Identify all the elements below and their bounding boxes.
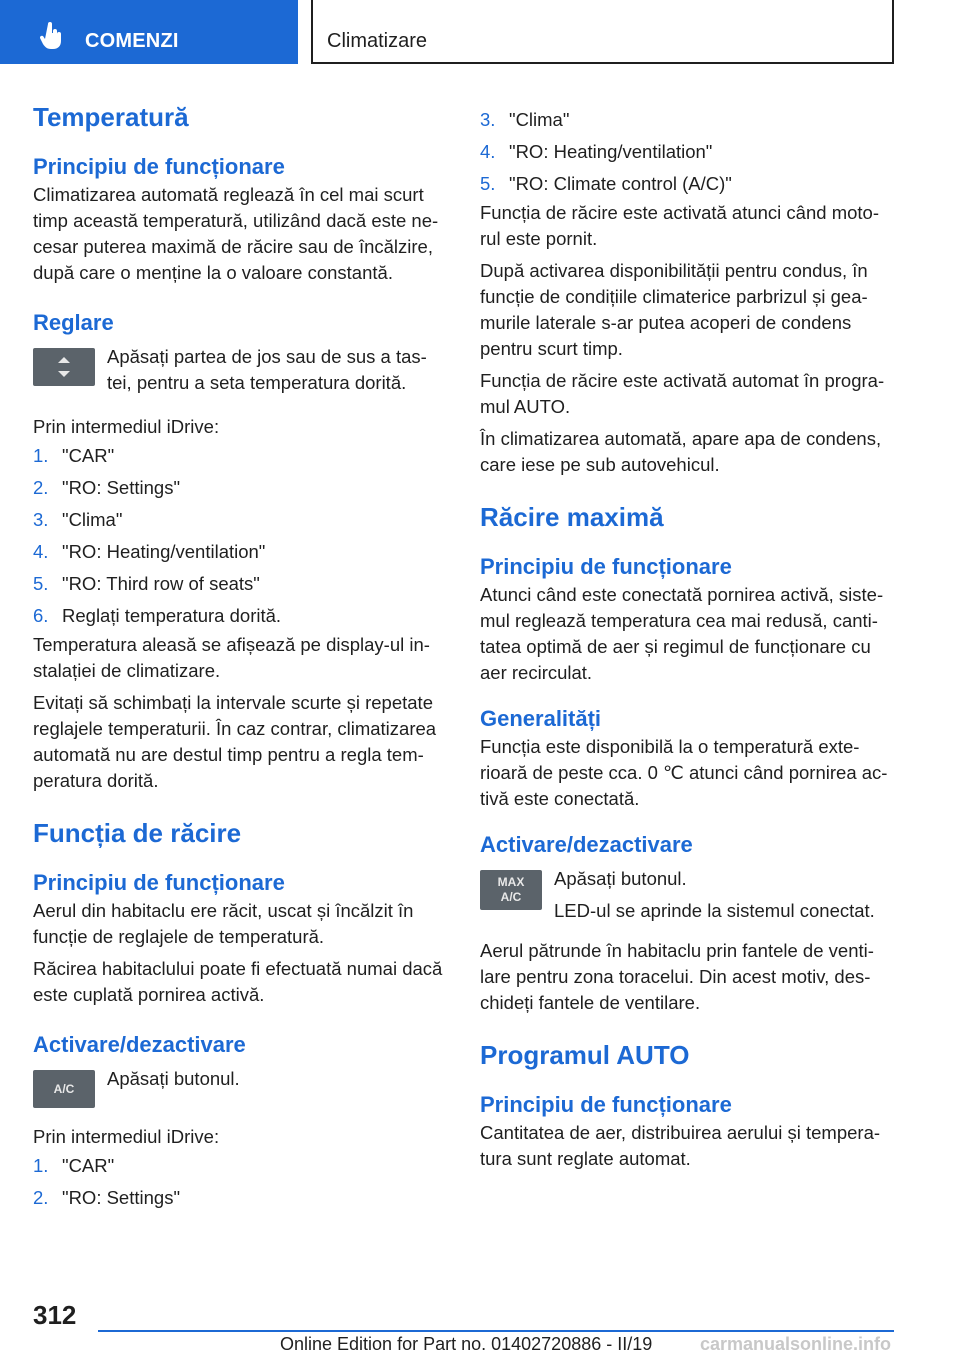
reglare-instruction: Apăsați partea de jos sau de sus a tas-tei, pentru a seta temperatura dorită. bbox=[107, 346, 427, 393]
paragraph-principiu-2: Aerul din habitaclu ere răcit, uscat și încălzit în funcție de reglajele de temperatură. bbox=[33, 900, 414, 947]
temp-up-down-button-icon bbox=[33, 348, 95, 386]
heading-activare-1: Activare/dezactivare bbox=[33, 1032, 246, 1057]
heading-racire-maxima: Răcire maximă bbox=[480, 502, 664, 532]
list-item: 3. "Clima" bbox=[480, 109, 570, 130]
heading-principiu-1: Principiu de funcționare bbox=[33, 154, 285, 179]
paragraph-temp-avoid: Evitați să schimbați la intervale scurte și repetate reglajele temperaturii. În caz contrar, climatizarea automată nu are destul timp pentru a regla tem-peratura dorită. bbox=[33, 692, 437, 791]
max-ac-instruction: Apăsați butonul. bbox=[554, 868, 687, 889]
heading-functia-racire: Funcția de răcire bbox=[33, 818, 242, 848]
chapter-tab[interactable] bbox=[0, 0, 298, 64]
max-ac-button-row bbox=[480, 866, 898, 924]
list-item: 1. "CAR" bbox=[33, 1155, 115, 1176]
ac-button-row bbox=[33, 1066, 448, 1106]
steps-list-1 bbox=[33, 440, 448, 632]
right-column bbox=[480, 104, 898, 1172]
paragraph-condens: După activarea disponibilității pentru condus, în funcție de condițiile climaterice parbrizul și gea-murile laterale s-ar putea acoperi de condens pentru scurt timp. bbox=[480, 260, 868, 359]
idrive-intro-1: Prin intermediul iDrive: bbox=[33, 416, 220, 437]
heading-principiu-3: Principiu de funcționare bbox=[480, 554, 732, 579]
heading-temperatura: Temperatură bbox=[33, 102, 189, 132]
list-item: 1. "CAR" bbox=[33, 445, 115, 466]
list-item: 4. "RO: Heating/ventilation" bbox=[480, 141, 713, 162]
paragraph-air-vents: Aerul pătrunde în habitaclu prin fantele de venti-lare pentru zona toracelui. Din acest motiv, des-chideți fantele de ventilare. bbox=[480, 940, 874, 1013]
heading-principiu-4: Principiu de funcționare bbox=[480, 1092, 732, 1117]
list-item: 5. "RO: Third row of seats" bbox=[33, 573, 260, 594]
ac-instruction: Apăsați butonul. bbox=[107, 1068, 240, 1089]
list-item: 3. "Clima" bbox=[33, 509, 123, 530]
list-item: 5. "RO: Climate control (A/C)" bbox=[480, 173, 732, 194]
list-item: 6. Reglați temperatura dorită. bbox=[33, 605, 282, 626]
paragraph-motor: Funcția de răcire este activată atunci când moto-rul este pornit. bbox=[480, 202, 879, 249]
list-item: 2. "RO: Settings" bbox=[33, 1187, 181, 1208]
paragraph-principiu-1: Climatizarea automată reglează în cel mai scurt timp această temperatură, utilizând dacă este ne-cesar puterea maximă de răcire sau de încălzire, după care o menține la o valoare constantă. bbox=[33, 184, 439, 283]
footer-divider bbox=[98, 1330, 894, 1332]
paragraph-generalitati: Funcția este disponibilă la o temperatură exte-rioară de peste cca. 0 ℃ atunci când pornirea ac-tivă este conectată. bbox=[480, 736, 888, 809]
heading-generalitati: Generalități bbox=[480, 706, 602, 731]
section-label: Climatizare bbox=[327, 30, 428, 52]
watermark: carmanualsonline.info bbox=[700, 1334, 892, 1354]
max-ac-led-text: LED-ul se aprinde la sistemul conectat. bbox=[554, 900, 875, 921]
arrows-up-down-icon bbox=[33, 348, 95, 386]
max-ac-button-icon: MAX A/C bbox=[480, 870, 542, 910]
list-item: 4. "RO: Heating/ventilation" bbox=[33, 541, 266, 562]
heading-activare-2: Activare/dezactivare bbox=[480, 832, 693, 857]
paragraph-auto: Funcția de răcire este activată automat în progra-mul AUTO. bbox=[480, 370, 885, 417]
paragraph-principiu-4: Cantitatea de aer, distribuirea aerului și tempera-tura sunt reglate automat. bbox=[480, 1122, 881, 1169]
list-item: 2. "RO: Settings" bbox=[33, 477, 181, 498]
page-number: 312 bbox=[33, 1300, 77, 1330]
paragraph-principiu-3: Atunci când este conectată pornirea activă, siste-mul reglează temperatura cea mai redusă, canti-tatea optimă de aer și regimul de funcționare cu aer recirculat. bbox=[480, 584, 884, 683]
left-column bbox=[33, 100, 448, 1214]
ac-button-icon: A/C bbox=[33, 1070, 95, 1108]
paragraph-apa-condens: În climatizarea automată, apare apa de condens, care iese pe sub autovehicul. bbox=[480, 428, 882, 475]
temp-button-row bbox=[33, 344, 448, 396]
heading-principiu-2: Principiu de funcționare bbox=[33, 870, 285, 895]
heading-reglare: Reglare bbox=[33, 310, 114, 335]
heading-programul-auto: Programul AUTO bbox=[480, 1040, 690, 1070]
chapter-label: COMENZI bbox=[85, 30, 179, 52]
idrive-intro-2: Prin intermediul iDrive: bbox=[33, 1126, 220, 1147]
steps-list-2 bbox=[33, 1150, 448, 1214]
paragraph-temp-display: Temperatura aleasă se afișează pe display-ul in-stalației de climatizare. bbox=[33, 634, 430, 681]
paragraph-principiu-2b: Răcirea habitaclului poate fi efectuată numai dacă este cuplată pornirea activă. bbox=[33, 958, 443, 1005]
hand-pointer-icon bbox=[40, 22, 64, 50]
steps-list-3 bbox=[480, 104, 898, 200]
footer-edition: Online Edition for Part no. 01402720886 - II/19 bbox=[280, 1334, 653, 1354]
section-header bbox=[311, 0, 894, 64]
